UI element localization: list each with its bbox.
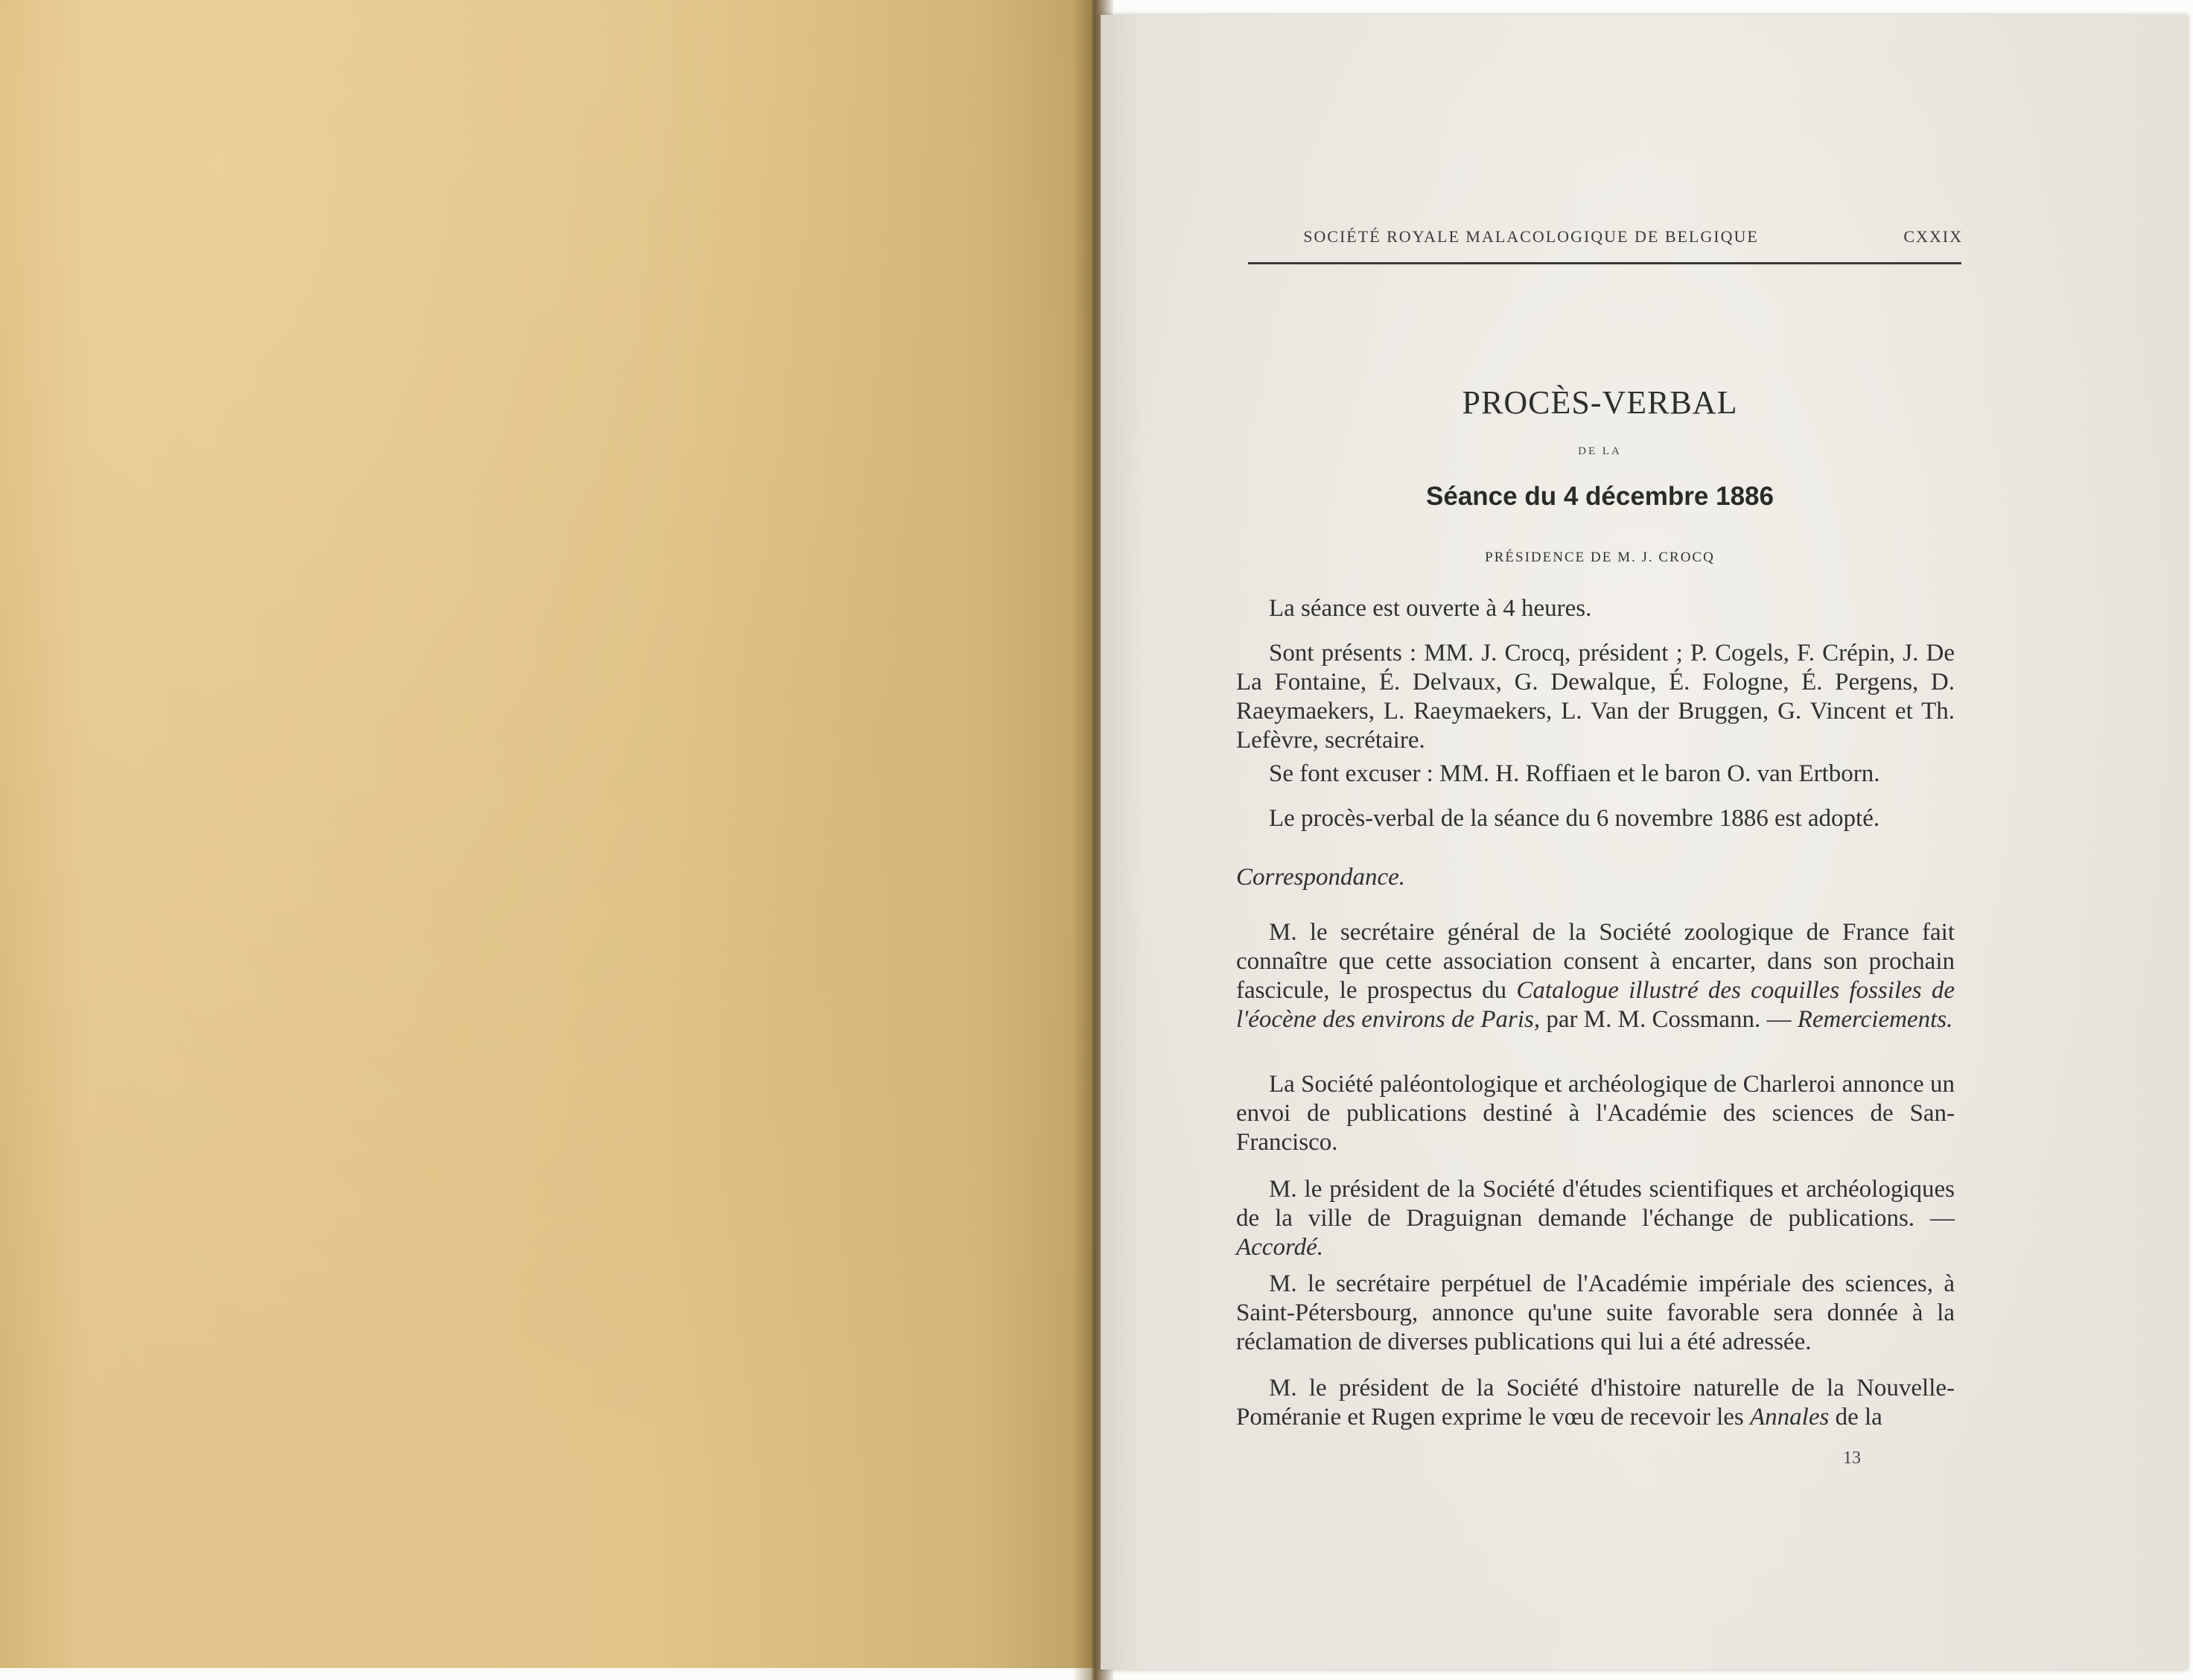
paragraph-opening: La séance est ouverte à 4 heures. [1269, 595, 1592, 622]
running-head-title: SOCIÉTÉ ROYALE MALACOLOGIQUE DE BELGIQUE [1303, 227, 1759, 246]
paragraph-saint-petersbourg: M. le secrétaire perpétuel de l'Académie impériale des sciences, à Saint-Pétersbourg, annonce qu'une suite favorable sera donnée à la réclamation de diverses publications qui lui a été adressée. [1236, 1270, 1955, 1355]
paragraph-charleroi: La Société paléontologique et archéologique de Charleroi annonce un envoi de publications destiné à l'Académie des sciences de San-Francisco. [1236, 1071, 1955, 1156]
session-title: Séance du 4 décembre 1886 [1426, 482, 1774, 511]
presidence-line: PRÉSIDENCE DE M. J. CROCQ [1485, 550, 1715, 565]
section-heading-correspondance: Correspondance. [1236, 864, 1406, 891]
paragraph-pomeranie: M. le président de la Société d'histoire naturelle de la Nouvelle-Poméranie et Rugen exprime le vœu de recevoir les Annales de la [1236, 1375, 1955, 1431]
title-connector: DE LA [1578, 445, 1622, 457]
paragraph-draguignan: M. le président de la Société d'études scientifiques et archéologiques de la ville de Draguignan demande l'échange de publications. — Accordé. [1236, 1176, 1955, 1261]
left-page-blank [0, 0, 1095, 1668]
paragraph-excused: Se font excuser : MM. H. Roffiaen et le baron O. van Ertborn. [1269, 760, 1880, 787]
document-title: PROCÈS-VERBAL [1462, 384, 1738, 421]
signature-mark: 13 [1843, 1448, 1861, 1468]
running-head [1248, 227, 1963, 257]
paragraph-present: Sont présents : MM. J. Crocq, président ; P. Cogels, F. Crépin, J. De La Fontaine, É. Delvaux, G. Dewalque, É. Fologne, É. Pergens, D. Raeymaekers, L. Raeymaekers, L. Van der Bruggen, G. Vincent et Th. Lefèvre, secrétaire. [1236, 640, 1955, 754]
page-folio: CXXIX [1903, 227, 1963, 246]
header-rule [1248, 262, 1961, 264]
paragraph-zoological-society: M. le secrétaire général de la Société zoologique de France fait connaître que cette association consent à encarter, dans son prochain fascicule, le prospectus du Catalogue illustré des coquilles fossiles de l'éocène des environs de Paris, par M. M. Cossmann. — Remerciements. [1236, 919, 1955, 1033]
paragraph-minutes: Le procès-verbal de la séance du 6 novembre 1886 est adopté. [1269, 805, 1880, 832]
